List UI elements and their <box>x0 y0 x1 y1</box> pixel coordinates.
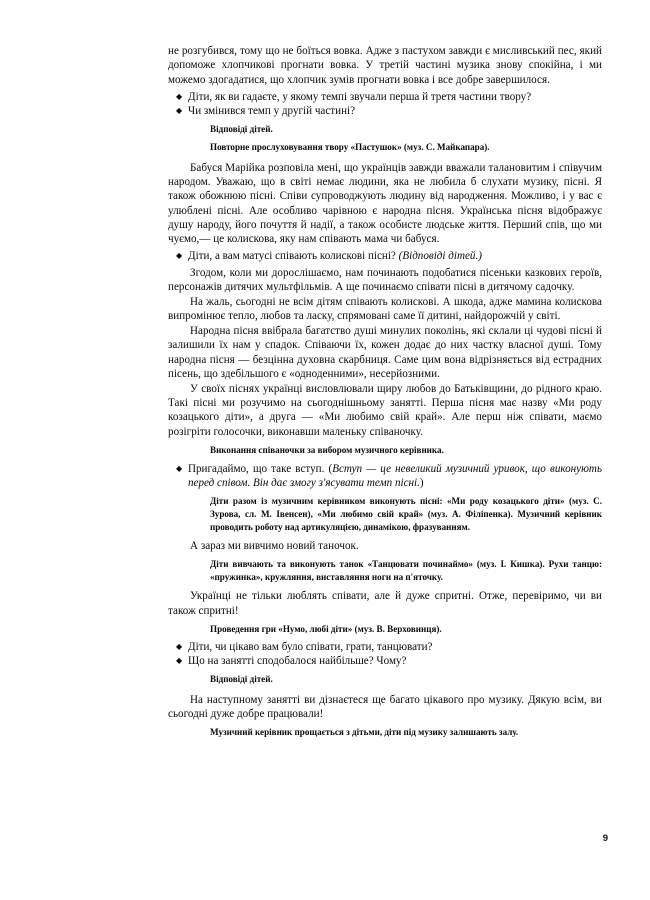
inline-definition: Вступ — це невеликий музичний уривок, що виконують перед співом. Він дає змогу з'ясувати темп пісні. <box>188 462 602 490</box>
text-column <box>168 44 602 739</box>
question-list-intro-definition <box>168 462 602 491</box>
bullet-diamond-icon: ◆ <box>176 251 183 261</box>
remark-children-answers-2: Відповіді дітей. <box>210 674 273 685</box>
remark-warmup-song: Виконання співаночки за вибором музичного керівника. <box>210 444 444 455</box>
bullet-diamond-icon: ◆ <box>176 91 183 101</box>
remark-farewell: Музичний керівник прощається з дітьми, діти під музику залишають залу. <box>210 726 519 737</box>
list-item <box>168 104 602 118</box>
inline-stage-direction: (Відповіді дітей.) <box>398 250 482 263</box>
bullet-diamond-icon: ◆ <box>176 105 183 115</box>
list-item <box>168 249 602 263</box>
paragraph-growing-up: Згодом, коли ми дорослішаємо, нам починають подобатися пісеньки казкових героїв, персонажів дитячих мультфільмів. А ще починаємо співати пісні в дитячому садочку. <box>168 266 602 293</box>
remark-game: Проведення гри «Нумо, любі діти» (муз. В. Верховинця). <box>210 623 442 634</box>
question-list-reflection <box>168 640 602 669</box>
list-item <box>168 640 602 654</box>
list-item-label: Діти, а вам матусі співають колискові пісні? (Відповіді дітей.) <box>188 250 482 263</box>
paragraph-homeland-songs: У своїх піснях українці висловлювали щиру любов до Батьківщини, до рідного краю. Такі пісні ми розучимо на сьогоднішньому занятті. Перша пісня має назву «Ми роду козацького діти», а друга — «Ми любимо свій край». Але перш ніж співати, маємо розігріти голосочки, виконавши маленьку співаночку. <box>168 382 602 438</box>
remark-perform-songs: Діти разом із музичним керівником виконують пісні: «Ми роду козацького діти» (муз. С. Зурова, сл. М. Івенсен), «Ми любимо свій край» (муз. А. Філіпенка). Музичний керівник проводить роботу над артикуляцією, динамікою, фразуванням. <box>210 495 602 532</box>
list-item-label: Що на занятті сподобалося найбільше? Чому? <box>188 655 407 668</box>
paragraph-opening: не розгубився, тому що не боїться вовка. Адже з пастухом завжди є мисливський пес, який допоможе хлопчикові прогнати вовка. У третій частині музика знову спокійна, і ми можемо здогадатися, що хлопчик зумів прогнати вовка і все добре завершилося. <box>168 45 602 86</box>
paragraph-folk-song-treasury: Народна пісня ввібрала багатство душі минулих поколінь, які склали ці чудові пісні й залишили їх нам у спадок. Співаючи їх, кожен додає до них частку власної душі. Тому народна пісня — безцінна духовна скарбниця. Саме цим вона відрізняється від естрадних пісень, що здебільшого є «одноденними», несерйозними. <box>168 324 602 380</box>
bullet-diamond-icon: ◆ <box>176 656 183 666</box>
list-item-label: Діти, як ви гадаєте, у якому темпі звучали перша й третя частини твору? <box>188 90 532 103</box>
list-item-label: Чи змінився темп у другій частині? <box>188 104 356 117</box>
list-item-label: Пригадаймо, що таке вступ. (Вступ — це невеликий музичний уривок, що виконують перед співом. Він дає змогу з'ясувати темп пісні.) <box>188 462 602 490</box>
question-list-tempo <box>168 90 602 119</box>
remark-dance-details: Діти вивчають та виконують танок «Танцювати починаймо» (муз. І. Кишка). Рухи танцю: «пружинка», кружляння, виставляння ноги на п'яточку. <box>210 559 602 583</box>
list-item-label: Діти, чи цікаво вам було співати, грати, танцювати? <box>188 640 433 653</box>
list-item <box>168 462 602 491</box>
paragraph-agility: Українці не тільки люблять співати, але й дуже спритні. Отже, перевіримо, чи ви також спритні! <box>168 590 602 617</box>
page-number: 9 <box>602 833 608 844</box>
remark-repeat-listening: Повторне прослуховування твору «Пастушок» (муз. С. Майкапара). <box>210 142 490 153</box>
paragraph-new-dance: А зараз ми вивчимо новий таночок. <box>190 540 359 553</box>
bullet-diamond-icon: ◆ <box>176 463 183 473</box>
list-item <box>168 654 602 668</box>
question-list-lullaby <box>168 249 602 263</box>
list-item <box>168 90 602 104</box>
paragraph-lullaby-warmth: На жаль, сьогодні не всім дітям співають колискові. А шкода, адже мамина колискова випромінює тепло, любов та ласку, спрямовані саме її дитині, найдорожчій у світі. <box>168 295 602 323</box>
remark-children-answers-1: Відповіді дітей. <box>210 124 273 135</box>
paragraph-closing: На наступному занятті ви дізнаєтеся ще багато цікавого про музику. Дякую всім, ви сьогодні дуже добре працювали! <box>168 693 602 721</box>
paragraph-grandmother: Бабуся Марійка розповіла мені, що українців завжди вважали талановитим і співучим народом. Уважаю, що в світі немає людини, яка не любила б слухати музику, пісні. Я також обожнюю пісні. Співи супроводжують людину від народження. Можливо, і у вас є улюблені пісні. Але особливо чарівною є народна пісня. Українська пісня відображує душу народу, його почуття й надії, а також особисте людське життя. Перший спів, що ми чуємо,— це колискова, яку нам співають мама чи бабуся. <box>168 161 602 246</box>
bullet-diamond-icon: ◆ <box>176 641 183 651</box>
